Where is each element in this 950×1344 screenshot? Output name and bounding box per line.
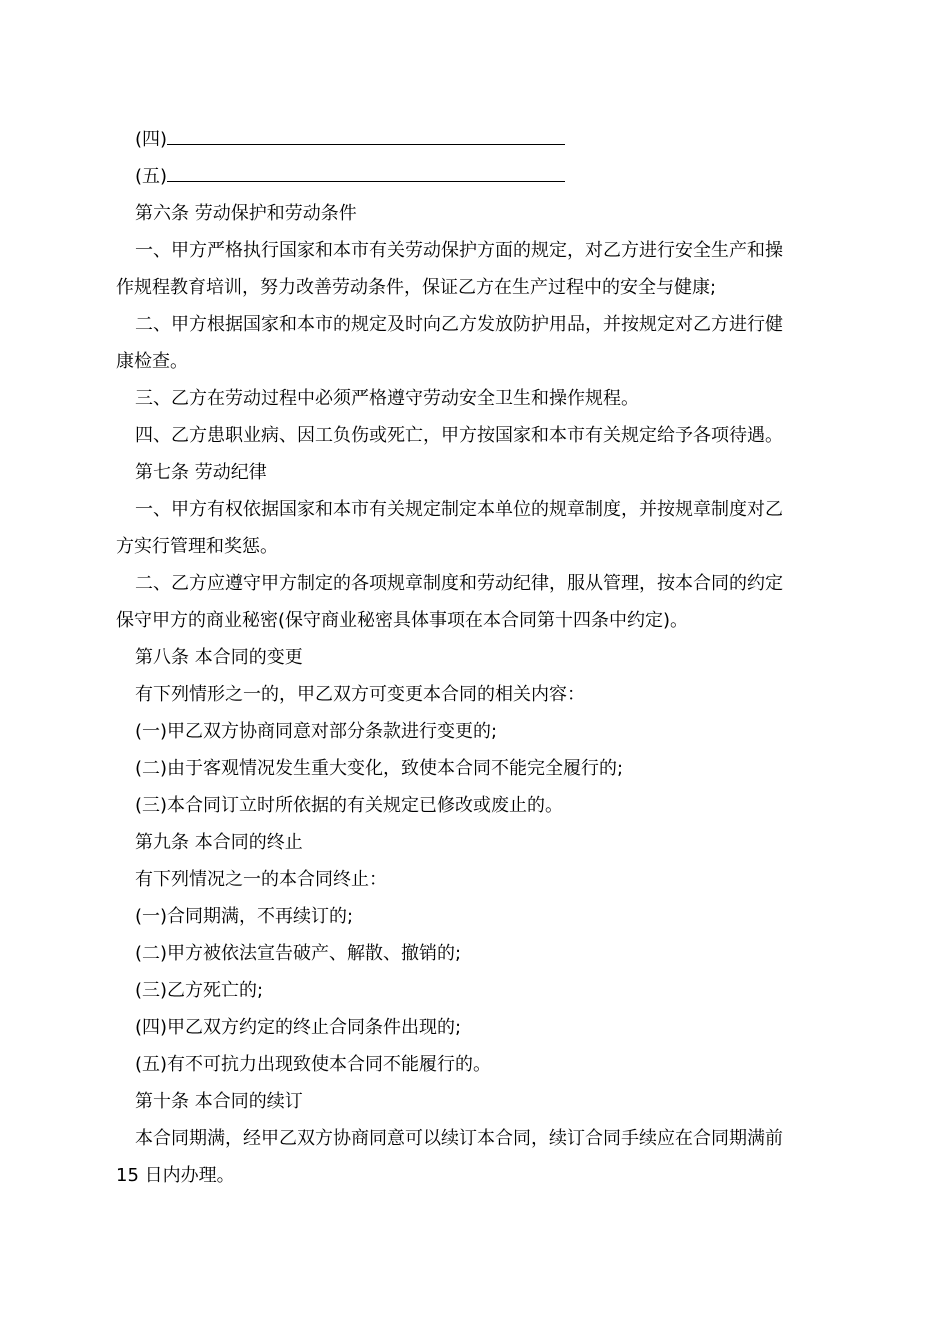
document-body	[116, 121, 834, 1194]
blank-item-5	[116, 158, 834, 195]
article-9-heading: 第九条 本合同的终止	[135, 832, 303, 853]
list-item: (二)由于客观情况发生重大变化，致使本合同不能完全履行的;	[135, 758, 624, 779]
paragraph-line: 四、乙方患职业病、因工负伤或死亡，甲方按国家和本市有关规定给予各项待遇。	[135, 425, 783, 446]
paragraph-line: 保守甲方的商业秘密(保守商业秘密具体事项在本合同第十四条中约定)。	[116, 610, 689, 631]
list-item: (二)甲方被依法宣告破产、解散、撤销的;	[135, 943, 462, 964]
list-item: (五)有不可抗力出现致使本合同不能履行的。	[135, 1054, 492, 1075]
paragraph-line: 15 日内办理。	[116, 1165, 235, 1186]
list-item: (四)甲乙双方约定的终止合同条件出现的;	[135, 1017, 462, 1038]
article-7-heading: 第七条 劳动纪律	[135, 462, 267, 483]
paragraph-line: 有下列情形之一的，甲乙双方可变更本合同的相关内容：	[135, 684, 585, 705]
article-6-heading: 第六条 劳动保护和劳动条件	[135, 203, 357, 224]
item-label: (五)	[135, 166, 168, 187]
paragraph-line: 二、乙方应遵守甲方制定的各项规章制度和劳动纪律，服从管理，按本合同的约定	[135, 573, 783, 594]
paragraph-line: 一、甲方严格执行国家和本市有关劳动保护方面的规定，对乙方进行安全生产和操	[135, 240, 783, 261]
paragraph-line: 一、甲方有权依据国家和本市有关规定制定本单位的规章制度，并按规章制度对乙	[135, 499, 783, 520]
article-8-heading: 第八条 本合同的变更	[135, 647, 303, 668]
fill-in-blank	[167, 158, 565, 182]
paragraph-line: 方实行管理和奖惩。	[116, 536, 278, 557]
list-item: (三)本合同订立时所依据的有关规定已修改或废止的。	[135, 795, 564, 816]
article-10-heading: 第十条 本合同的续订	[135, 1091, 303, 1112]
list-item: (一)合同期满，不再续订的;	[135, 906, 354, 927]
paragraph-line: 作规程教育培训，努力改善劳动条件，保证乙方在生产过程中的安全与健康;	[116, 277, 717, 298]
paragraph-line: 有下列情况之一的本合同终止：	[135, 869, 387, 890]
blank-item-4	[116, 121, 834, 158]
paragraph-line: 三、乙方在劳动过程中必须严格遵守劳动安全卫生和操作规程。	[135, 388, 639, 409]
fill-in-blank	[167, 121, 565, 145]
list-item: (一)甲乙双方协商同意对部分条款进行变更的;	[135, 721, 498, 742]
paragraph-line: 康检查。	[116, 351, 188, 372]
paragraph-line: 二、甲方根据国家和本市的规定及时向乙方发放防护用品，并按规定对乙方进行健	[135, 314, 783, 335]
list-item: (三)乙方死亡的;	[135, 980, 264, 1001]
paragraph-line: 本合同期满，经甲乙双方协商同意可以续订本合同，续订合同手续应在合同期满前	[135, 1128, 783, 1149]
item-label: (四)	[135, 129, 168, 150]
